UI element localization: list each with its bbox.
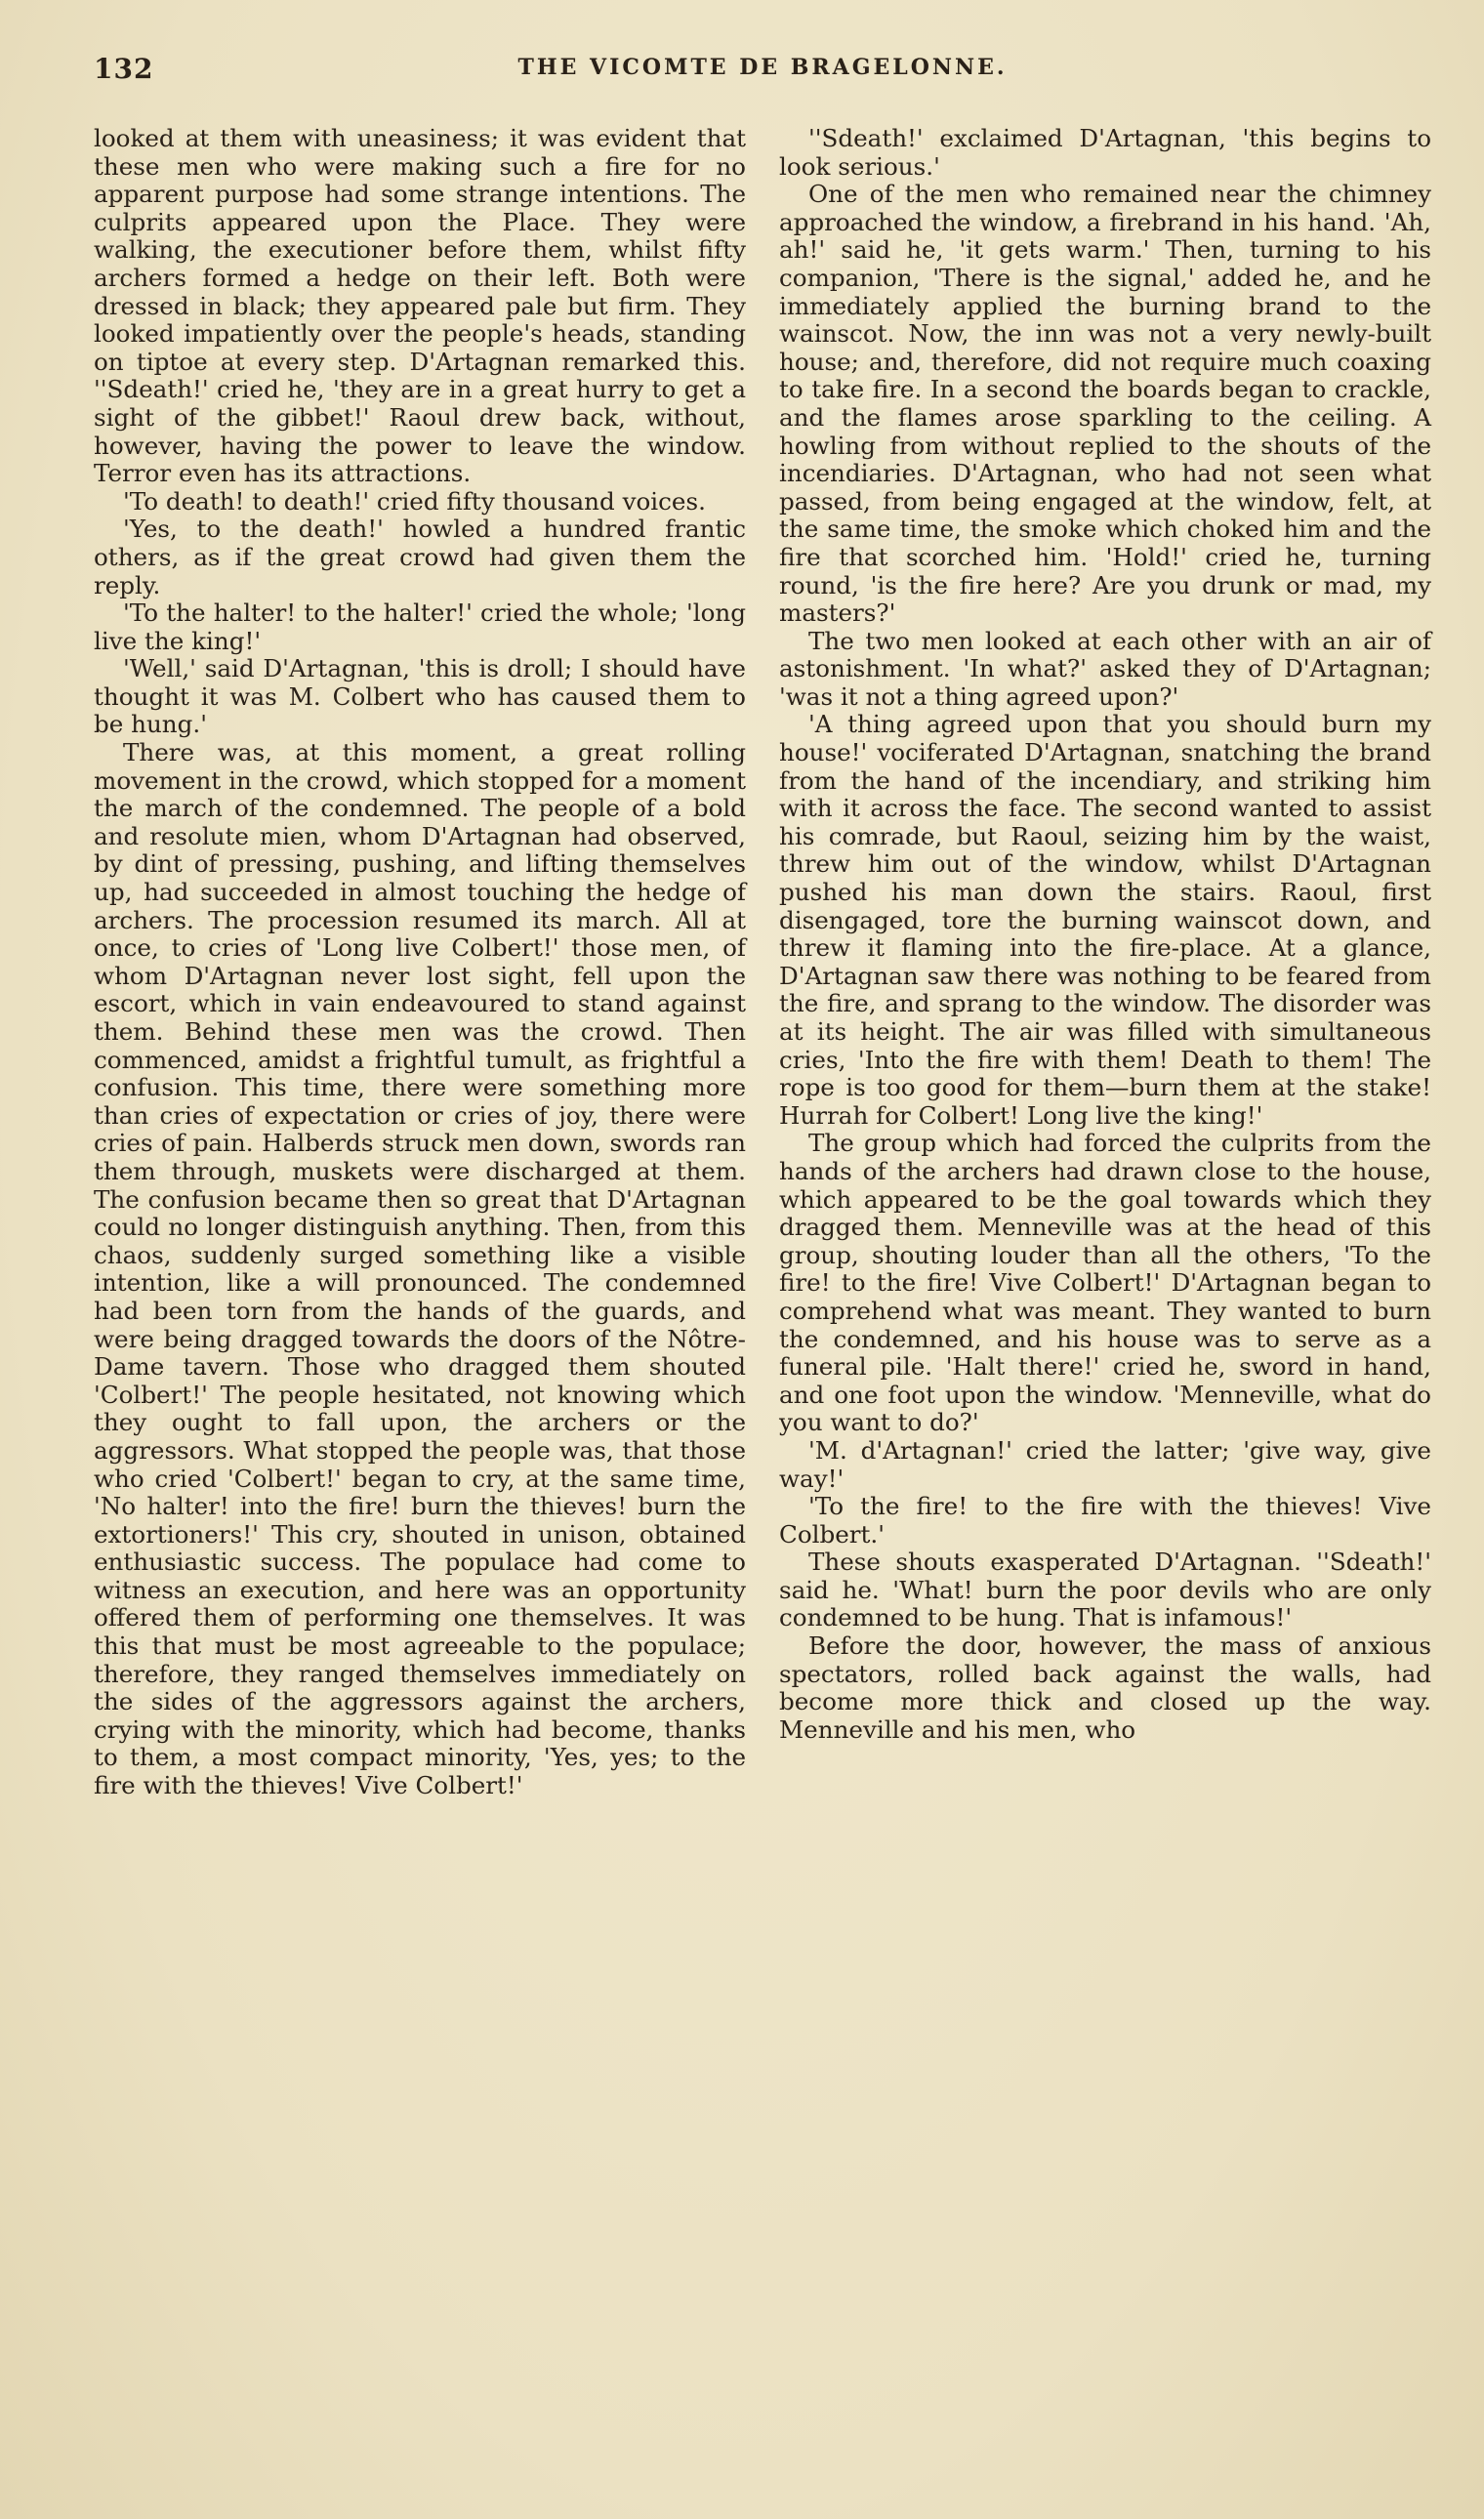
right-column bbox=[779, 125, 1431, 1744]
paragraph: Before the door, however, the mass of anxious spectators, rolled back against the walls, had become more thick and closed up the way. Menneville and his men, who bbox=[779, 1631, 1431, 1744]
paragraph: 'To death! to death!' cried fifty thousand voices. bbox=[123, 486, 706, 516]
paragraph: The group which had forced the culprits from the hands of the archers had drawn close to the house, which appeared to be the goal towards which they dragged them. Menneville was at the head of this group, shouting louder than all the others, 'To the fire! to the fire! Vive Colbert!' D'Artagnan began to comprehend what was meant. They wanted to burn the condemned, and his house was to serve as a funeral pile. 'Halt there!' cried he, sword in hand, and one foot upon the window. 'Menneville, what do you want to do?' bbox=[779, 1129, 1431, 1437]
paragraph: ''Sdeath!' exclaimed D'Artagnan, 'this begins to look serious.' bbox=[779, 124, 1431, 181]
paragraph: There was, at this moment, a great rolling movement in the crowd, which stopped for a moment the march of the condemned. The people of a bold and resolute mien, whom D'Artagnan had observed, by dint of pressing, pushing, and lifting themselves up, had succeeded in almost touching the hedge of archers. The procession resumed its march. All at once, to cries of 'Long live Colbert!' those men, of whom D'Artagnan never lost sight, fell upon the escort, which in vain endeavoured to stand against them. Behind these men was the crowd. Then commenced, amidst a frightful tumult, as frightful a confusion. This time, there were something more than cries of expectation or cries of joy, there were cries of pain. Halberds struck men down, swords ran them through, muskets were discharged at them. The confusion became then so great that D'Artagnan could no longer distinguish anything. Then, from this chaos, suddenly surged something like a visible intention, like a will pronounced. The condemned had been torn from the hands of the guards, and were being dragged towards the doors of the Nôtre-Dame tavern. Those who dragged them shouted 'Colbert!' The people hesitated, not knowing which they ought to fall upon, the archers or the aggressors. What stopped the people was, that those who cried 'Colbert!' began to cry, at the same time, 'No halter! into the fire! burn the thieves! burn the extortioners!' This cry, shouted in unison, obtained enthusiastic success. The populace had come to witness an execution, and here was an opportunity offered them of performing one themselves. It was this that must be most agreeable to the populace; therefore, they ranged themselves immediately on the sides of the aggressors against the archers, crying with the minority, which had become, thanks to them, a most compact minority, 'Yes, yes; to the fire with the thieves! Vive Colbert!' bbox=[94, 738, 746, 1800]
paragraph: looked at them with uneasiness; it was evident that these men who were making such a fire for no apparent purpose had some strange intentions. The culprits appeared upon the Place. They were walking, the executioner before them, whilst fifty archers formed a hedge on their left. Both were dressed in black; they appeared pale but firm. They looked impatiently over the people's heads, standing on tiptoe at every step. D'Artagnan remarked this. ''Sdeath!' cried he, 'they are in a great hurry to get a sight of the gibbet!' Raoul drew back, without, however, having the power to leave the window. Terror even has its attractions. bbox=[94, 124, 746, 488]
paragraph: 'To the halter! to the halter!' cried the whole; 'long live the king!' bbox=[94, 599, 746, 655]
paragraph: 'Well,' said D'Artagnan, 'this is droll; I should have thought it was M. Colbert who has caused them to be hung.' bbox=[94, 654, 746, 739]
page-number: 132 bbox=[94, 53, 154, 85]
paragraph: 'M. d'Artagnan!' cried the latter; 'give way, give way!' bbox=[779, 1435, 1431, 1493]
page-header bbox=[94, 53, 1431, 96]
paragraph: These shouts exasperated D'Artagnan. ''Sdeath!' said he. 'What! burn the poor devils who are only condemned to be hung. That is infamous!' bbox=[779, 1548, 1431, 1632]
left-column bbox=[94, 125, 746, 1800]
paragraph: One of the men who remained near the chimney approached the window, a firebrand in his hand. 'Ah, ah!' said he, 'it gets warm.' Then, turning to his companion, 'There is the signal,' added he, and he immediately applied the burning brand to the wainscot. Now, the inn was not a very newly-built house; and, therefore, did not require much coaxing to take fire. In a second the boards began to crackle, and the flames arose sparkling to the ceiling. A howling from without replied to the shouts of the incendiaries. D'Artagnan, who had not seen what passed, from being engaged at the window, felt, at the same time, the smoke which choked him and the fire that scorched him. 'Hold!' cried he, turning round, 'is the fire here? Are you drunk or mad, my masters?' bbox=[779, 180, 1431, 628]
paragraph: 'A thing agreed upon that you should burn my house!' vociferated D'Artagnan, snatching the brand from the hand of the incendiary, and striking him with it across the face. The second wanted to assist his comrade, but Raoul, seizing him by the waist, threw him out of the window, whilst D'Artagnan pushed his man down the stairs. Raoul, first disengaged, tore the burning wainscot down, and threw it flaming into the fire-place. At a glance, D'Artagnan saw there was nothing to be feared from the fire, and sprang to the window. The disorder was at its height. The air was filled with simultaneous cries, 'Into the fire with them! Death to them! The rope is too good for them—burn them at the stake! Hurrah for Colbert! Long live the king!' bbox=[779, 710, 1431, 1130]
paragraph: The two men looked at each other with an air of astonishment. 'In what?' asked they of D'Artagnan; 'was it not a thing agreed upon?' bbox=[779, 626, 1431, 711]
paragraph: 'Yes, to the death!' howled a hundred frantic others, as if the great crowd had given them the reply. bbox=[94, 515, 746, 599]
running-title: THE VICOMTE DE BRAGELONNE. bbox=[517, 55, 1008, 80]
paragraph: 'To the fire! to the fire with the thieves! Vive Colbert.' bbox=[779, 1492, 1431, 1549]
